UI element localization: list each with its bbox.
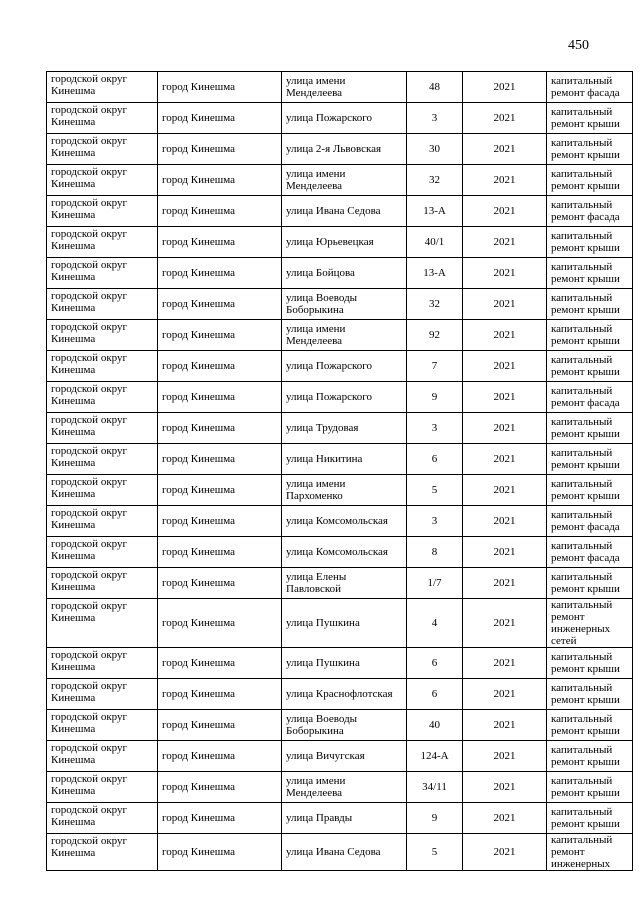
house-number-cell: 1/7 [407,568,463,599]
city-cell: город Кинешма [158,475,282,506]
city-cell: город Кинешма [158,537,282,568]
city-cell: город Кинешма [158,506,282,537]
table-row [47,599,633,648]
district-cell: городской округ Кинешма [47,710,158,741]
street-cell: улица Никитина [282,444,407,475]
house-number-cell: 7 [407,351,463,382]
table-row [47,444,633,475]
year-cell: 2021 [463,679,547,710]
district-cell: городской округ Кинешма [47,648,158,679]
street-cell: улица Ивана Седова [282,196,407,227]
city-cell: город Кинешма [158,72,282,103]
house-number-cell: 9 [407,382,463,413]
house-number-cell: 8 [407,537,463,568]
work-type-cell: капитальный ремонт фасада [547,196,633,227]
table-row [47,679,633,710]
table-row [47,568,633,599]
table-row [47,134,633,165]
district-cell: городской округ Кинешма [47,537,158,568]
district-cell: городской округ Кинешма [47,320,158,351]
city-cell: город Кинешма [158,165,282,196]
year-cell: 2021 [463,413,547,444]
district-cell: городской округ Кинешма [47,227,158,258]
city-cell: город Кинешма [158,289,282,320]
district-cell: городской округ Кинешма [47,72,158,103]
street-cell: улица имени Менделеева [282,320,407,351]
house-number-cell: 40/1 [407,227,463,258]
year-cell: 2021 [463,475,547,506]
house-number-cell: 124-А [407,741,463,772]
year-cell: 2021 [463,568,547,599]
street-cell: улица Ивана Седова [282,834,407,871]
house-number-cell: 32 [407,165,463,196]
work-type-cell: капитальный ремонт крыши [547,475,633,506]
year-cell: 2021 [463,258,547,289]
house-number-cell: 3 [407,506,463,537]
table-row [47,258,633,289]
street-cell: улица Пушкина [282,599,407,648]
year-cell: 2021 [463,351,547,382]
street-cell: улица Комсомольская [282,506,407,537]
work-type-cell: капитальный ремонт крыши [547,741,633,772]
work-type-cell: капитальный ремонт крыши [547,134,633,165]
work-type-cell: капитальный ремонт крыши [547,803,633,834]
table-row [47,648,633,679]
district-cell: городской округ Кинешма [47,196,158,227]
house-number-cell: 34/11 [407,772,463,803]
district-cell: городской округ Кинешма [47,351,158,382]
street-cell: улица Комсомольская [282,537,407,568]
year-cell: 2021 [463,103,547,134]
house-number-cell: 4 [407,599,463,648]
city-cell: город Кинешма [158,382,282,413]
year-cell: 2021 [463,599,547,648]
street-cell: улица имени Менделеева [282,165,407,196]
house-number-cell: 6 [407,648,463,679]
district-cell: городской округ Кинешма [47,803,158,834]
district-cell: городской округ Кинешма [47,413,158,444]
repair-registry-table [46,71,633,871]
district-cell: городской округ Кинешма [47,258,158,289]
table-row [47,803,633,834]
table-row [47,506,633,537]
year-cell: 2021 [463,772,547,803]
city-cell: город Кинешма [158,351,282,382]
house-number-cell: 6 [407,444,463,475]
work-type-cell: капитальный ремонт крыши [547,258,633,289]
district-cell: городской округ Кинешма [47,103,158,134]
district-cell: городской округ Кинешма [47,475,158,506]
street-cell: улица Пожарского [282,103,407,134]
house-number-cell: 40 [407,710,463,741]
house-number-cell: 32 [407,289,463,320]
work-type-cell: капитальный ремонт инженерных [547,834,633,871]
year-cell: 2021 [463,803,547,834]
year-cell: 2021 [463,289,547,320]
city-cell: город Кинешма [158,741,282,772]
city-cell: город Кинешма [158,568,282,599]
street-cell: улица Краснофлотская [282,679,407,710]
street-cell: улица Пожарского [282,351,407,382]
table-row [47,165,633,196]
city-cell: город Кинешма [158,134,282,165]
street-cell: улица 2-я Львовская [282,134,407,165]
district-cell: городской округ Кинешма [47,741,158,772]
work-type-cell: капитальный ремонт фасада [547,382,633,413]
house-number-cell: 5 [407,834,463,871]
city-cell: город Кинешма [158,599,282,648]
street-cell: улица Бойцова [282,258,407,289]
house-number-cell: 3 [407,413,463,444]
table-row [47,196,633,227]
city-cell: город Кинешма [158,710,282,741]
street-cell: улица Трудовая [282,413,407,444]
work-type-cell: капитальный ремонт крыши [547,320,633,351]
table-row [47,772,633,803]
table-row [47,741,633,772]
table-row [47,834,633,871]
table-row [47,320,633,351]
district-cell: городской округ Кинешма [47,289,158,320]
year-cell: 2021 [463,537,547,568]
year-cell: 2021 [463,741,547,772]
house-number-cell: 48 [407,72,463,103]
district-cell: городской округ Кинешма [47,506,158,537]
year-cell: 2021 [463,710,547,741]
street-cell: улица Пушкина [282,648,407,679]
house-number-cell: 30 [407,134,463,165]
street-cell: улица имени Менделеева [282,72,407,103]
work-type-cell: капитальный ремонт фасада [547,537,633,568]
city-cell: город Кинешма [158,648,282,679]
city-cell: город Кинешма [158,444,282,475]
year-cell: 2021 [463,444,547,475]
year-cell: 2021 [463,196,547,227]
year-cell: 2021 [463,834,547,871]
work-type-cell: капитальный ремонт крыши [547,103,633,134]
table-row [47,227,633,258]
work-type-cell: капитальный ремонт крыши [547,351,633,382]
table-row [47,351,633,382]
page-number: 450 [568,38,589,53]
year-cell: 2021 [463,72,547,103]
work-type-cell: капитальный ремонт крыши [547,568,633,599]
city-cell: город Кинешма [158,196,282,227]
house-number-cell: 3 [407,103,463,134]
house-number-cell: 92 [407,320,463,351]
work-type-cell: капитальный ремонт крыши [547,165,633,196]
district-cell: городской округ Кинешма [47,165,158,196]
district-cell: городской округ Кинешма [47,382,158,413]
table-row [47,710,633,741]
city-cell: город Кинешма [158,320,282,351]
year-cell: 2021 [463,227,547,258]
city-cell: город Кинешма [158,227,282,258]
year-cell: 2021 [463,134,547,165]
work-type-cell: капитальный ремонт инженерных сетей [547,599,633,648]
table-row [47,289,633,320]
street-cell: улица Воеводы Боборыкина [282,289,407,320]
city-cell: город Кинешма [158,258,282,289]
district-cell: городской округ Кинешма [47,679,158,710]
city-cell: город Кинешма [158,103,282,134]
work-type-cell: капитальный ремонт фасада [547,72,633,103]
city-cell: город Кинешма [158,803,282,834]
work-type-cell: капитальный ремонт крыши [547,679,633,710]
street-cell: улица имени Менделеева [282,772,407,803]
city-cell: город Кинешма [158,679,282,710]
year-cell: 2021 [463,165,547,196]
work-type-cell: капитальный ремонт крыши [547,710,633,741]
table-row [47,103,633,134]
house-number-cell: 5 [407,475,463,506]
work-type-cell: капитальный ремонт фасада [547,506,633,537]
year-cell: 2021 [463,506,547,537]
district-cell: городской округ Кинешма [47,444,158,475]
district-cell: городской округ Кинешма [47,599,158,648]
table-row [47,537,633,568]
city-cell: город Кинешма [158,772,282,803]
district-cell: городской округ Кинешма [47,134,158,165]
city-cell: город Кинешма [158,413,282,444]
street-cell: улица Юрьевецкая [282,227,407,258]
district-cell: городской округ Кинешма [47,568,158,599]
street-cell: улица Воеводы Боборыкина [282,710,407,741]
table-row [47,413,633,444]
year-cell: 2021 [463,382,547,413]
house-number-cell: 9 [407,803,463,834]
table-row [47,382,633,413]
district-cell: городской округ Кинешма [47,834,158,871]
work-type-cell: капитальный ремонт крыши [547,289,633,320]
house-number-cell: 6 [407,679,463,710]
work-type-cell: капитальный ремонт крыши [547,648,633,679]
table-row [47,475,633,506]
street-cell: улица Правды [282,803,407,834]
house-number-cell: 13-А [407,258,463,289]
work-type-cell: капитальный ремонт крыши [547,227,633,258]
year-cell: 2021 [463,648,547,679]
house-number-cell: 13-А [407,196,463,227]
street-cell: улица имени Пархоменко [282,475,407,506]
district-cell: городской округ Кинешма [47,772,158,803]
work-type-cell: капитальный ремонт крыши [547,413,633,444]
table-row [47,72,633,103]
street-cell: улица Елены Павловской [282,568,407,599]
street-cell: улица Пожарского [282,382,407,413]
year-cell: 2021 [463,320,547,351]
city-cell: город Кинешма [158,834,282,871]
work-type-cell: капитальный ремонт крыши [547,444,633,475]
work-type-cell: капитальный ремонт крыши [547,772,633,803]
street-cell: улица Вичугская [282,741,407,772]
